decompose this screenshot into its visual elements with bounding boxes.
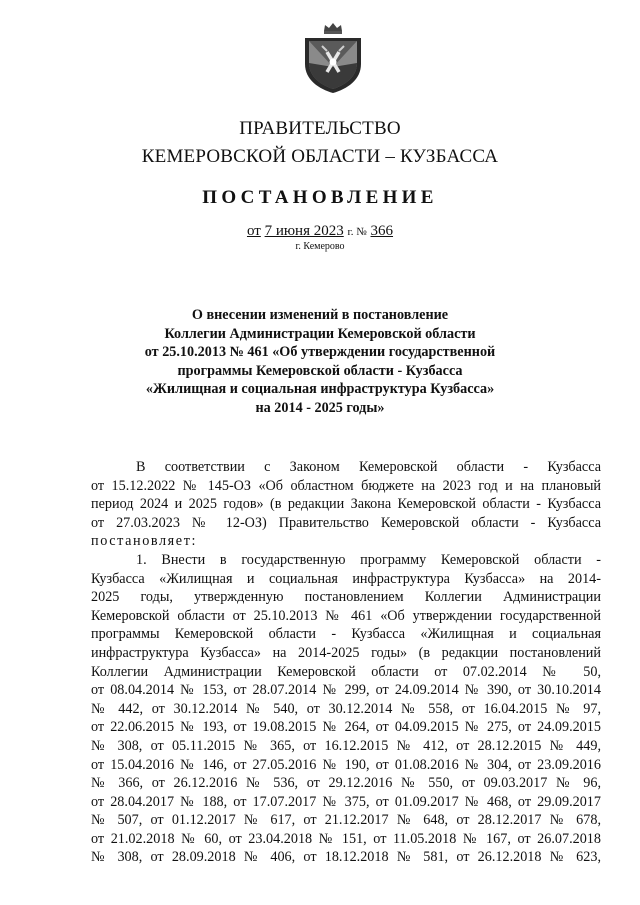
subject-line: программы Кемеровской области - Кузбасса <box>177 362 463 379</box>
subject-line: Коллегии Администрации Кемеровской области <box>164 325 476 342</box>
document-date-line <box>0 223 640 240</box>
body-line: от 27.03.2023 № 12-ОЗ) Правительство Кемеровской области - Кузбасса <box>91 514 601 531</box>
body-line: от 28.04.2017 № 188, от 17.07.2017 № 375, от 01.09.2017 № 468, от 29.09.2017 <box>91 793 601 810</box>
region-title: КЕМЕРОВСКОЙ ОБЛАСТИ – КУЗБАССА <box>141 146 499 167</box>
body-line: № 442, от 30.12.2014 № 540, от 30.12.2014 № 558, от 16.04.2015 № 97, <box>91 700 601 717</box>
body-line: период 2024 и 2025 годов» (в редакции Закона Кемеровской области - Кузбасса <box>91 496 601 513</box>
body-line: Кемеровской области от 25.10.2013 № 461 «Об утверждении государственной <box>91 607 601 624</box>
body-line: В соответствии с Законом Кемеровской области - Кузбасса <box>136 459 601 475</box>
resolves-word: постановляет: <box>91 533 198 550</box>
body-line: № 308, от 05.11.2015 № 365, от 16.12.2015 № 412, от 28.12.2015 № 449, <box>91 737 601 754</box>
body-line: от 21.02.2018 № 60, от 23.04.2018 № 151, от 11.05.2018 № 167, от 26.07.2018 <box>91 830 601 847</box>
body-line: № 507, от 01.12.2017 № 617, от 21.12.2017 № 648, от 28.12.2017 № 678, <box>91 812 601 829</box>
subject-line: на 2014 - 2025 годы» <box>255 399 385 416</box>
document-city: г. Кемерово <box>295 241 345 252</box>
body-line: от 15.04.2016 № 146, от 27.05.2016 № 190, от 01.08.2016 № 304, от 23.09.2016 <box>91 756 601 773</box>
body-line: 2025 годы, утвержденную постановлением Коллегии Администрации <box>91 589 601 606</box>
document-subject <box>120 306 520 417</box>
document-number: 366 <box>370 223 394 239</box>
subject-line: О внесении изменений в постановление <box>191 307 449 323</box>
document-date: 7 июня 2023 <box>264 223 344 239</box>
body-line: инфраструктура Кузбасса» на 2014-2025 годы» (в редакции постановлений <box>91 644 601 661</box>
date-prefix: от <box>246 223 261 239</box>
body-line: от 15.12.2022 № 145-ОЗ «Об областном бюджете на 2023 год и на плановый <box>91 477 601 494</box>
government-title: ПРАВИТЕЛЬСТВО <box>239 118 401 139</box>
body-line: 1. Внести в государственную программу Кемеровской области - <box>136 551 601 568</box>
document-body <box>91 458 601 867</box>
body-line: № 308, от 28.09.2018 № 406, от 18.12.2018 № 581, от 26.12.2018 № 623, <box>91 849 601 866</box>
body-line: от 08.04.2014 № 153, от 28.07.2014 № 299, от 24.09.2014 № 390, от 30.10.2014 <box>91 682 601 699</box>
body-line: № 366, от 26.12.2016 № 536, от 29.12.2016 № 550, от 09.03.2017 № 96, <box>91 775 601 792</box>
coat-of-arms-icon <box>302 22 364 94</box>
body-line: Коллегии Администрации Кемеровской области от 07.02.2014 № 50, <box>91 663 601 680</box>
body-line: программы Кемеровской области - Кузбасса «Жилищная и социальная <box>91 626 601 643</box>
body-line: Кузбасса «Жилищная и социальная инфраструктура Кузбасса» на 2014- <box>91 570 601 587</box>
subject-line: от 25.10.2013 № 461 «Об утверждении государственной <box>144 344 496 360</box>
body-line: от 22.06.2015 № 193, от 19.08.2015 № 264, от 04.09.2015 № 275, от 24.09.2015 <box>91 719 601 736</box>
date-suffix: г. № <box>347 226 367 238</box>
subject-line: «Жилищная и социальная инфраструктура Кузбасса» <box>145 381 495 397</box>
document-type-title: ПОСТАНОВЛЕНИЕ <box>202 187 438 208</box>
